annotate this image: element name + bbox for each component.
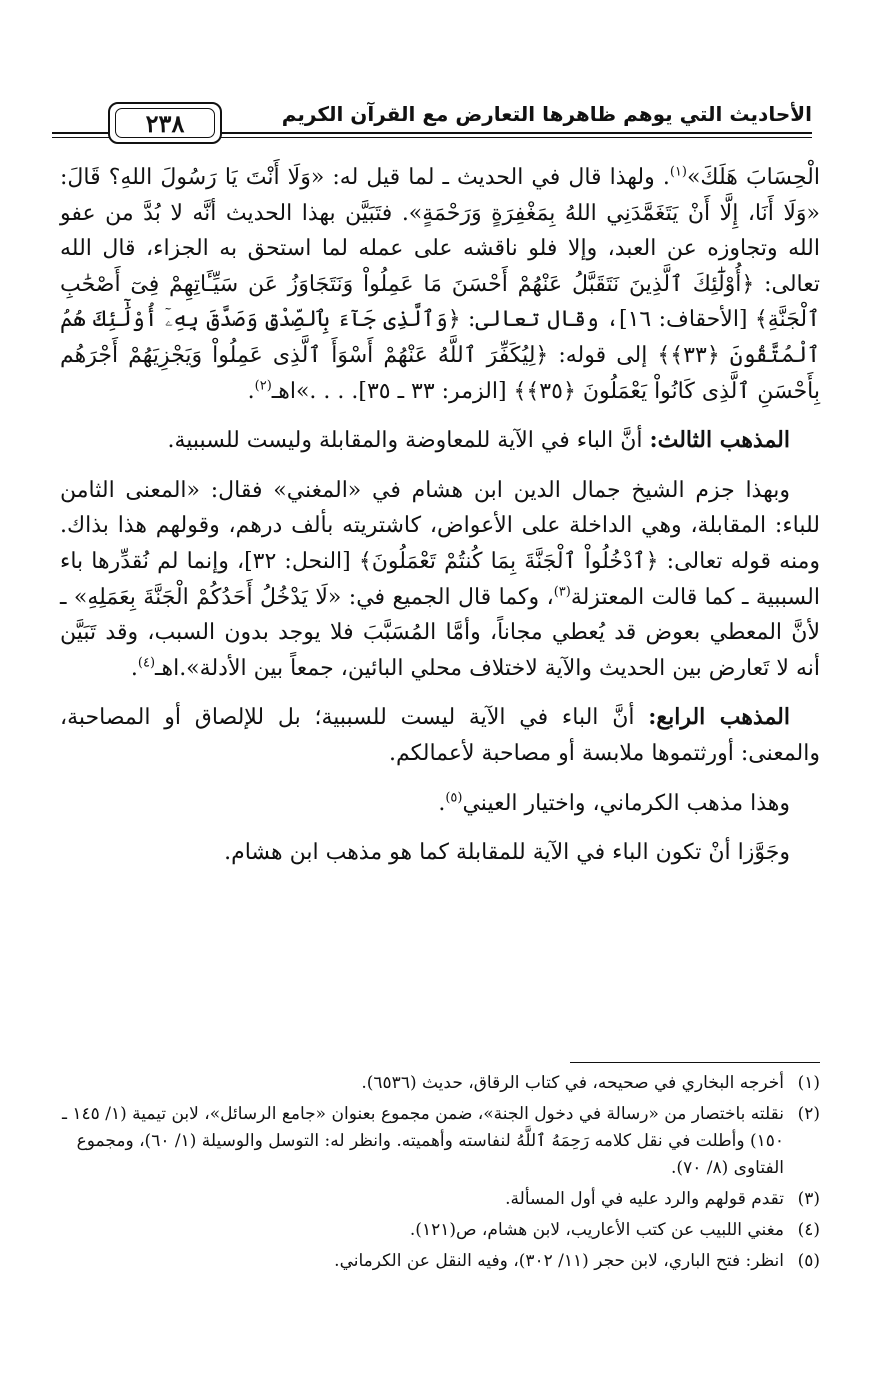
paragraph-2 — [60, 423, 820, 459]
footnote-ref-5: (٥) — [445, 790, 463, 806]
footnote-number: (١) — [797, 1073, 820, 1093]
paragraph-3 — [60, 473, 820, 687]
paragraph-1-body: . ولهذا قال في الحديث ـ لما قيل له: «وَلَا أَنْتَ يَا رَسُولَ اللهِ؟ قَالَ: «وَلَا أَنَا، إِلَّا أَنْ يَتَغَمَّدَنِي اللهُ بِمَغْفِرَةٍ وَرَحْمَةٍ». فتَبَيَّن بهذا الحديث أنَّه لا بُدَّ من عفو الله وتجاوزه عن العبد، وإلا فلو ناقشه على عمله لما استحق به الجزاء، قال الله تعالى: ﴿أُوْلَٰٓئِكَ ٱلَّذِينَ نَتَقَبَّلُ عَنْهُمْ أَحْسَنَ مَا عَمِلُواْ وَنَتَجَاوَزُ عَن سَيِّـَٔاتِهِمْ فِىٓ أَصْحَٰبِ ٱلْجَنَّةِ﴾ [الأحقاف: ١٦]، وقال تعالى: ﴿وَٱلَّذِى جَآءَ بِٱلصِّدْقِ وَصَدَّقَ بِهِۦٓ أُوْلَٰٓئِكَ هُمُ ٱلْمُتَّقُونَ ﴿٣٣﴾﴾ إلى قوله: ﴿لِيُكَفِّرَ ٱللَّهُ عَنْهُمْ أَسْوَأَ ٱلَّذِى عَمِلُواْ وَيَجْزِيَهُمْ أَجْرَهُم بِأَحْسَنِ ٱلَّذِى كَانُواْ يَعْمَلُونَ ﴿٣٥﴾﴾ [الزمر: ٣٣ ـ ٣٥]. . . .»اهـ — [60, 165, 820, 404]
footnotes — [60, 1070, 820, 1279]
footnote-ref-3: (٣) — [553, 584, 571, 600]
page-header — [52, 96, 812, 146]
paragraph-5 — [60, 786, 820, 822]
main-text — [60, 160, 820, 885]
footnote-text: مغني اللبيب عن كتب الأعاريب، لابن هشام، ص(١٢١). — [409, 1220, 784, 1240]
footnote-item — [60, 1248, 820, 1275]
footnote-divider — [570, 1062, 820, 1063]
footnote-item — [60, 1186, 820, 1213]
paragraph-5-end: . — [438, 790, 446, 816]
paragraph-6-body: وجَوَّزا أنْ تكون الباء في الآية للمقابلة كما هو مذهب ابن هشام. — [224, 840, 790, 866]
section-heading-3: المذهب الثالث: — [649, 427, 790, 454]
footnote-number: (٤) — [797, 1220, 820, 1240]
footnote-text: نقلته باختصار من «رسالة في دخول الجنة»، ضمن مجموع بعنوان «جامع الرسائل»، لابن تيمية (١/ ١٤٥ ـ ١٥٠) وأطلت في نقل كلامه رَحِمَهُ ٱللَّهُ لنفاسته وأهميته. وانظر له: التوسل والوسيلة (١/ ٦٠)، ومجموع الفتاوى (٨/ ٧٠). — [62, 1104, 784, 1178]
footnote-item — [60, 1217, 820, 1244]
footnote-ref-4: (٤) — [137, 655, 156, 671]
paragraph-3-rest: ، وكما قال الجميع في: «لَا يَدْخُلُ أَحَدُكُمْ الْجَنَّةَ بِعَمَلِهِ» ـ لأنَّ المعطي بعوض قد يُعطي مجاناً، وأمَّا المُسَبَّبَ فلا يوجد بدون السبب، وقد تَبَيَّن أنه لا تَعارض بين الحديث والآية لاختلاف محلي البائين، جمعاً بين الأدلة».اهـ — [60, 584, 820, 681]
paragraph-1-start: الْحِسَابَ هَلَكَ» — [686, 165, 820, 190]
paragraph-3-body: وبهذا جزم الشيخ جمال الدين ابن هشام في «المغني» فقال: «المعنى الثامن للباء: المقابلة، وهي الداخلة على الأعواض، كاشتريته بألف درهم، وقولهم هذا بذاك. ومنه قوله تعالى: ﴿ٱدْخُلُواْ ٱلْجَنَّةَ بِمَا كُنتُمْ تَعْمَلُونَ﴾ [النحل: ٣٢]، وإنما لم نُقدِّرها باء السببية ـ كما قالت المعتزلة — [60, 477, 821, 610]
paragraph-1 — [60, 160, 820, 409]
section-heading-4: المذهب الرابع: — [648, 704, 791, 731]
footnote-number: (٥) — [797, 1251, 820, 1271]
paragraph-6 — [60, 835, 820, 871]
paragraph-1-end: . — [247, 378, 255, 404]
footnote-ref-1: (١) — [669, 164, 687, 180]
footnote-item — [60, 1101, 820, 1182]
paragraph-4-body: أنَّ الباء في الآية ليست للسببية؛ بل للإلصاق أو المصاحبة، والمعنى: أورثتموها ملابسة أو مصاحبة لأعمالكم. — [60, 705, 820, 766]
footnote-ref-2: (٢) — [254, 378, 272, 394]
footnote-item — [60, 1070, 820, 1097]
footnote-text: تقدم قولهم والرد عليه في أول المسألة. — [505, 1189, 784, 1209]
paragraph-3-end: . — [130, 655, 138, 681]
paragraph-4 — [60, 700, 820, 771]
running-title: الأحاديث التي يوهم ظاهرها التعارض مع القرآن الكريم — [242, 102, 812, 126]
paragraph-5-body: وهذا مذهب الكرماني، واختيار العيني — [462, 790, 790, 816]
footnote-text: أخرجه البخاري في صحيحه، في كتاب الرقاق، حديث (٦٥٣٦). — [361, 1073, 784, 1093]
footnote-text: انظر: فتح الباري، لابن حجر (١١/ ٣٠٢)، وفيه النقل عن الكرماني. — [334, 1251, 784, 1271]
page-number: ٢٣٨ — [108, 102, 222, 144]
paragraph-2-body: أنَّ الباء في الآية للمعاوضة والمقابلة وليست للسببية. — [167, 428, 650, 454]
footnote-number: (٣) — [797, 1189, 820, 1209]
footnote-number: (٢) — [797, 1104, 820, 1124]
